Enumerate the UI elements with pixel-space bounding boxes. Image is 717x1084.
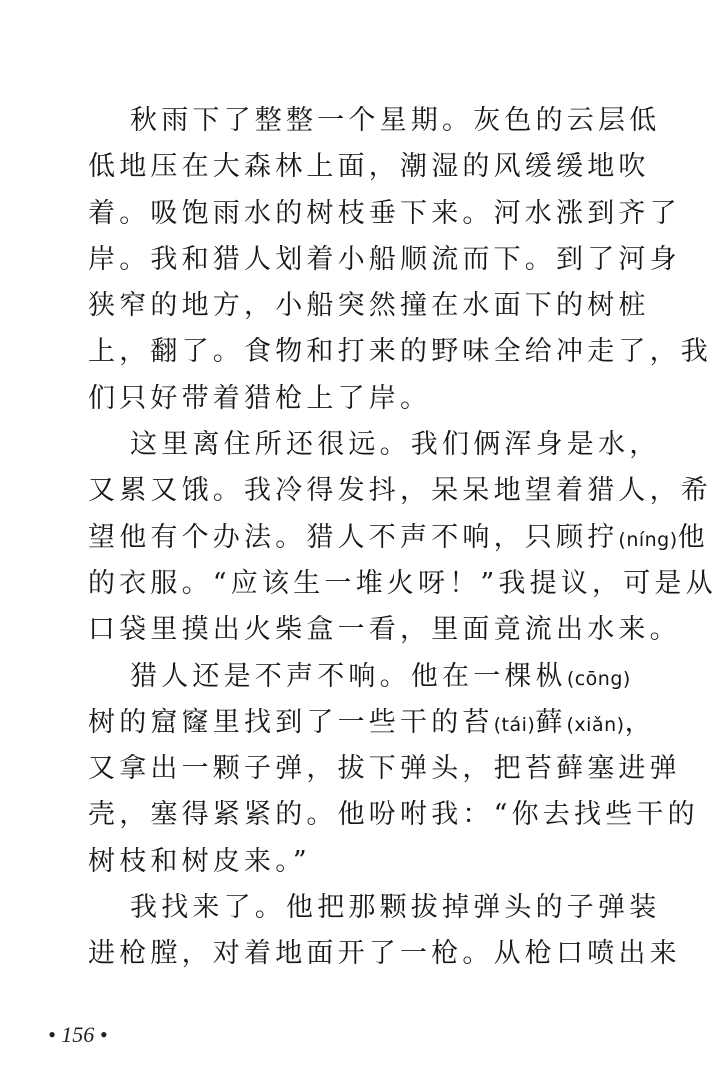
paragraph-1-line-7: 们只好带着猎枪上了岸。 bbox=[88, 382, 432, 414]
paragraph-2-line-3 bbox=[88, 515, 709, 561]
paragraph-3-line-4: 壳，塞得紧紧的。他吩咐我：“你去找些干的 bbox=[88, 799, 699, 831]
paragraph-3-line-1-text: 猎人还是不声不响。他在一棵枞 bbox=[130, 660, 567, 692]
paragraph-2-line-3-text: 望他有个办法。猎人不声不响，只顾拧 bbox=[88, 521, 619, 553]
paragraph-3-line-5: 树枝和树皮来。” bbox=[88, 845, 311, 877]
paragraph-4-line-2: 进枪膛，对着地面开了一枪。从枪口喷出来 bbox=[88, 938, 681, 970]
paragraph-1-line-1: 秋雨下了整整一个星期。灰色的云层低 bbox=[130, 105, 661, 136]
paragraph-3-line-2 bbox=[88, 700, 656, 746]
paragraph-4-line-1: 我找来了。他把那颗拔掉弹头的子弹装 bbox=[130, 892, 661, 924]
paragraph-3-line-1 bbox=[88, 654, 648, 700]
pinyin-annotation-tai: (tái) bbox=[493, 713, 536, 736]
paragraph-1-line-3: 着。吸饱雨水的树枝垂下来。河水涨到齐了 bbox=[88, 197, 681, 229]
paragraph-1-line-5: 狭窄的地方，小船突然撞在水面下的树桩 bbox=[88, 290, 650, 322]
paragraph-3-line-2-text: 树的窟窿里找到了一些干的苔 bbox=[88, 706, 494, 738]
paragraph-3-line-3: 又拿出一颗子弹，拔下弹头，把苔藓塞进弹 bbox=[88, 753, 681, 785]
paragraph-2-line-3-tail: 他 bbox=[677, 521, 709, 553]
paragraph-2-line-1: 这里离住所还很远。我们俩浑身是水， bbox=[130, 429, 661, 461]
paragraph-2-line-2: 又累又饿。我冷得发抖，呆呆地望着猎人，希 bbox=[88, 475, 712, 507]
pinyin-annotation-ning: (níng) bbox=[618, 528, 678, 551]
pinyin-annotation-cong: (cōng) bbox=[566, 667, 631, 690]
pinyin-annotation-xian: (xiǎn) bbox=[566, 713, 625, 736]
paragraph-3-line-2-comma: ， bbox=[624, 706, 656, 738]
paragraph-1-line-4: 岸。我和猎人划着小船顺流而下。到了河身 bbox=[88, 243, 681, 275]
paragraph-2-line-4: 的衣服。“应该生一堆火呀！”我提议，可是从 bbox=[88, 567, 717, 599]
paragraph-3-line-2-char: 藓 bbox=[535, 706, 567, 738]
story-text bbox=[88, 98, 717, 978]
paragraph-2-line-5: 口袋里摸出火柴盒一看，里面竟流出水来。 bbox=[88, 614, 681, 646]
paragraph-1-line-2: 低地压在大森林上面，潮湿的风缓缓地吹 bbox=[88, 151, 650, 183]
paragraph-1-line-6: 上，翻了。食物和打来的野味全给冲走了，我 bbox=[88, 336, 712, 368]
page-number: • 156 • bbox=[48, 1022, 108, 1047]
